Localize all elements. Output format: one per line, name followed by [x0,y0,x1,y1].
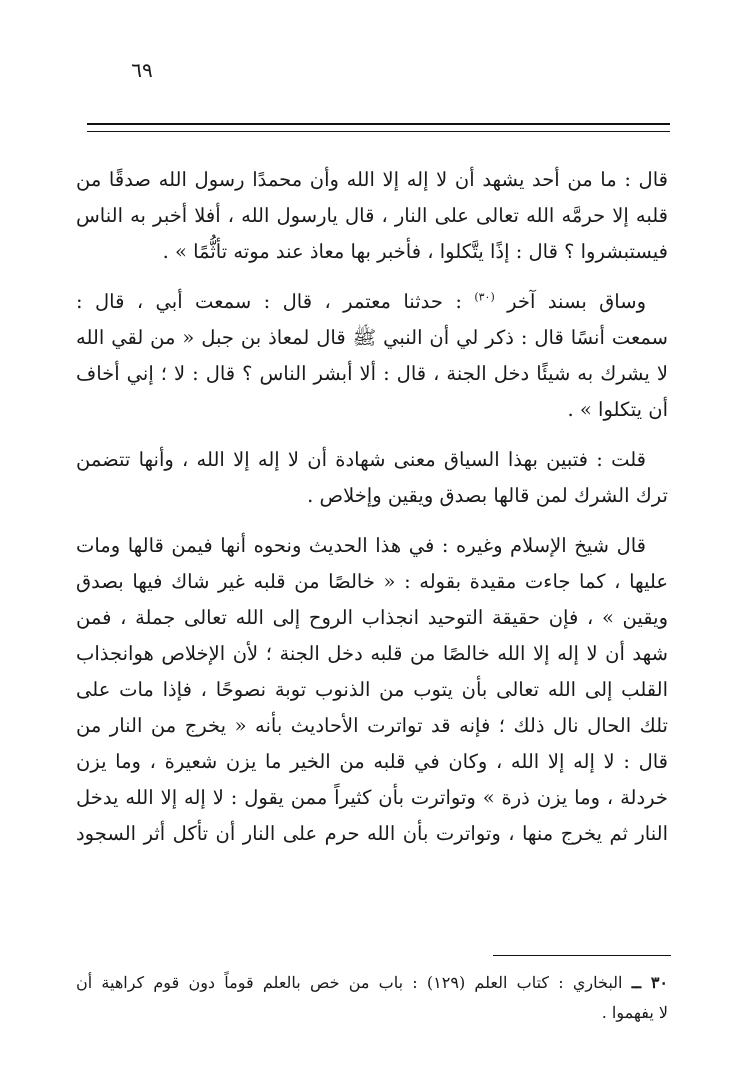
text-line: ترك الشرك لمن قالها بصدق ويقين وإخلاص . [307,484,668,507]
text-line: سمعت أنسًا قال : ذكر لي أن النبي ﷺ قال لمعاذ بن جبل « من لقي الله [76,326,668,349]
text-line: النار ثم يخرج منها ، وتواترت بأن الله حرم على النار أن تأكل أثر السجود [76,822,668,845]
paragraph-2 [76,284,668,428]
paragraph-4 [76,528,668,852]
footnote-text: البخاري : كتاب العلم (١٢٩) : باب من خص بالعلم قوماً دون قوم كراهية أن [76,973,632,992]
footnote [76,968,668,1028]
footnote-number: ٣٠ ــ [631,973,668,992]
text-line: أن يتكلوا » . [567,398,668,421]
text-line: قلت : فتبين بهذا السياق معنى شهادة أن لا إله إلا الله ، وأنها تتضمن [76,448,646,471]
footnote-line [76,968,668,998]
text-line: تلك الحال نال ذلك ؛ فإنه قد تواترت الأحاديث بأنه « يخرج من النار من [76,714,668,737]
body-text [76,162,668,866]
paragraph-1 [76,162,668,270]
text-line: عليها ، كما جاءت مقيدة بقوله : « خالصًا من قلبه غير شاك فيها بصدق [76,570,668,593]
header-rule-thin [87,131,670,132]
text-line: القلب إلى الله تعالى بأن يتوب من الذنوب توبة نصوحًا ، فإذا مات على [76,678,668,701]
text-line: قال : ما من أحد يشهد أن لا إله إلا الله وأن محمدًا رسول الله صدقًا من [76,168,668,191]
text-line: قال : لا إله إلا الله ، وكان في قلبه من الخير ما يزن شعيرة ، وما يزن [76,750,668,773]
page-number: ٦٩ [131,58,153,82]
text-line: قلبه إلا حرمَّه الله تعالى على النار ، قال يارسول الله ، أفلا أخبر به الناس [76,204,668,227]
footnote-reference[interactable]: (٣٠) [474,290,495,304]
header-rule-thick [87,123,670,125]
text-fragment: : حدثنا معتمر ، قال : سمعت أبي ، قال : [76,290,475,313]
text-line: شهد أن لا إله إلا الله خالصًا من قلبه دخل الجنة ؛ لأن الإخلاص هوانجذاب [76,642,668,665]
text-line: قال شيخ الإسلام وغيره : في هذا الحديث ونحوه أنها فيمن قالها ومات [76,534,646,557]
text-line: لا يشرك به شيئًا دخل الجنة ، قال : ألا أبشر الناس ؟ قال : لا ؛ إني أخاف [76,362,668,385]
text-line: خردلة ، وما يزن ذرة » وتواترت بأن كثيراً ممن يقول : لا إله إلا الله يدخل [76,786,668,809]
text-line [76,284,668,320]
footnote-divider [493,955,671,956]
text-line: فيستبشروا ؟ قال : إذًا يتَّكلوا ، فأخبر بها معاذ عند موته تأثُّمًا » . [162,240,668,263]
footnote-line: لا يفهموا . [601,1003,668,1022]
text-line: ويقين » ، فإن حقيقة التوحيد انجذاب الروح إلى الله تعالى جملة ، فمن [76,606,668,629]
paragraph-3 [76,442,668,514]
text-fragment: وساق بسند آخر [507,290,647,313]
